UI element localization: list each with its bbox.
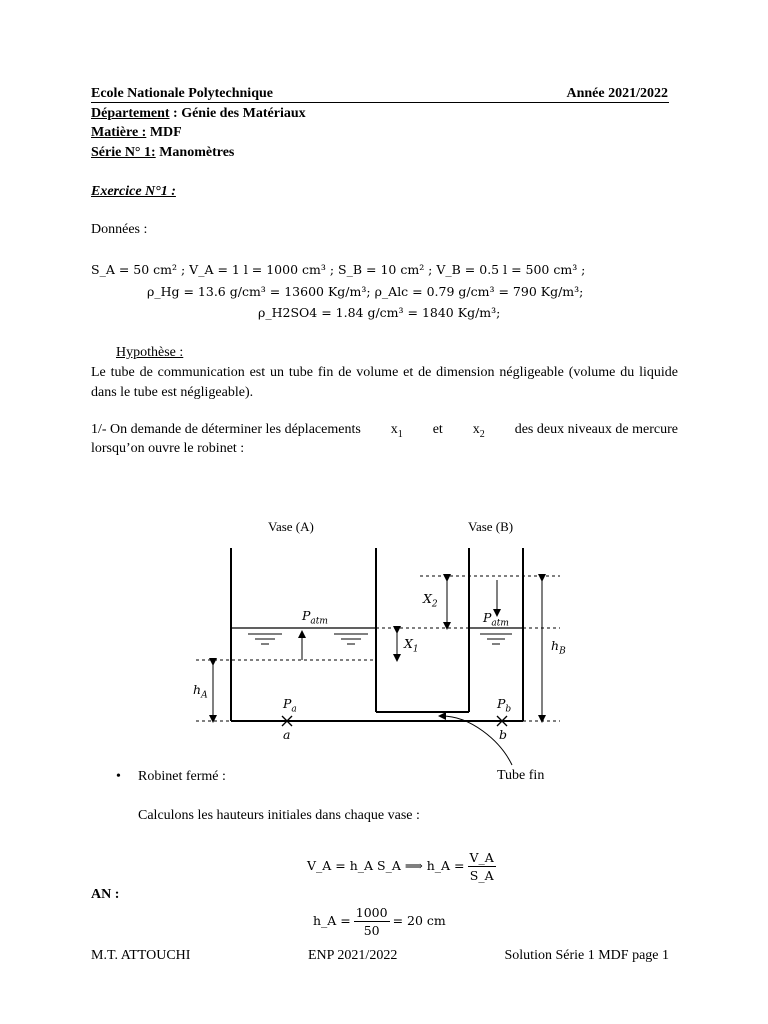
data-line-3: ρ_H2SO4 = 1.84 g/cm³ = 1840 Kg/m³; bbox=[258, 305, 501, 320]
volume-fraction-num: V_A bbox=[469, 850, 494, 865]
academic-year: Année 2021/2022 bbox=[566, 86, 668, 101]
x1-subscript: 1 bbox=[397, 428, 403, 440]
h-a-label: $h_A$ bbox=[193, 682, 208, 701]
p-atm-b-label: $P_{atm}$ bbox=[483, 610, 509, 629]
series-value: Manomètres bbox=[155, 145, 235, 160]
exercise-title: Exercice N°1 : bbox=[91, 184, 176, 199]
volume-fraction bbox=[468, 849, 496, 884]
point-a-label: a bbox=[283, 727, 291, 742]
free-surface-symbol-a1 bbox=[248, 634, 282, 644]
hypothesis-text: Le tube de communication est un tube fin de volume et de dimension négligeable (volume du liquide dans le tube est négligeable). bbox=[91, 365, 678, 400]
x2-subscript: 2 bbox=[479, 428, 485, 440]
an-equation bbox=[313, 904, 446, 939]
an-equation-rhs: = 20 cm bbox=[392, 913, 446, 928]
data-label: Données : bbox=[91, 222, 148, 237]
volume-equation-lhs: V_A = h_A S_A ⟹ h_A = bbox=[307, 858, 465, 873]
question-1-text-b: des deux niveaux de mercure bbox=[514, 422, 678, 437]
footer-author: M.T. ATTOUCHI bbox=[91, 948, 191, 963]
footer-page: Solution Série 1 MDF page 1 bbox=[504, 948, 669, 963]
free-surface-symbol-a2 bbox=[334, 634, 368, 644]
series-label: Série N° 1: bbox=[91, 145, 156, 160]
volume-equation bbox=[307, 849, 499, 884]
point-b-label: b bbox=[499, 727, 508, 742]
p-b-label: $P_b$ bbox=[497, 696, 512, 715]
question-1-and: et bbox=[432, 422, 443, 437]
p-atm-a-label: $P_{atm}$ bbox=[302, 608, 328, 627]
department-label: Département bbox=[91, 106, 170, 121]
bullet: • bbox=[116, 769, 121, 784]
an-fraction bbox=[354, 904, 390, 939]
data-line-2: ρ_Hg = 13.6 g/cm³ = 13600 Kg/m³; ρ_Alc = 0.79 g/cm³ = 790 Kg/m³; bbox=[147, 284, 584, 299]
h-b-label: $h_B$ bbox=[551, 638, 566, 657]
an-fraction-den: 50 bbox=[363, 923, 380, 938]
data-line-1: S_A = 50 cm² ; V_A = 1 l = 1000 cm³ ; S_B = 10 cm² ; V_B = 0.5 l = 500 cm³ ; bbox=[91, 262, 586, 277]
an-fraction-num: 1000 bbox=[355, 905, 388, 920]
volume-fraction-den: S_A bbox=[469, 868, 494, 883]
question-1-text-a: 1/- On demande de déterminer les déplacements bbox=[91, 422, 361, 437]
p-a-label: $P_a$ bbox=[283, 696, 297, 715]
closed-valve-label: Robinet fermé : bbox=[138, 769, 226, 784]
x1-symbol: x bbox=[390, 422, 398, 437]
initial-heights-intro: Calculons les hauteurs initiales dans chaque vase : bbox=[138, 808, 420, 823]
question-1-text-c: lorsqu’on ouvre le robinet : bbox=[91, 441, 245, 456]
an-equation-lhs: h_A = bbox=[313, 913, 351, 928]
tube-fin-label: Tube fin bbox=[497, 768, 545, 783]
x1-label: $X_1$ bbox=[404, 636, 419, 655]
footer-center: ENP 2021/2022 bbox=[308, 948, 398, 963]
vase-a-label: Vase (A) bbox=[268, 519, 314, 534]
department-value: : Génie des Matériaux bbox=[169, 106, 306, 121]
an-label: AN : bbox=[91, 887, 120, 902]
free-surface-symbol-b bbox=[480, 634, 512, 644]
x2-symbol: x bbox=[472, 422, 480, 437]
x2-label: $X_2$ bbox=[423, 591, 438, 610]
school-name: Ecole Nationale Polytechnique bbox=[91, 86, 273, 101]
subject-value: MDF bbox=[146, 125, 182, 140]
subject-label: Matière : bbox=[91, 125, 147, 140]
hypothesis-title: Hypothèse : bbox=[116, 345, 184, 360]
vase-b-label: Vase (B) bbox=[468, 519, 514, 534]
